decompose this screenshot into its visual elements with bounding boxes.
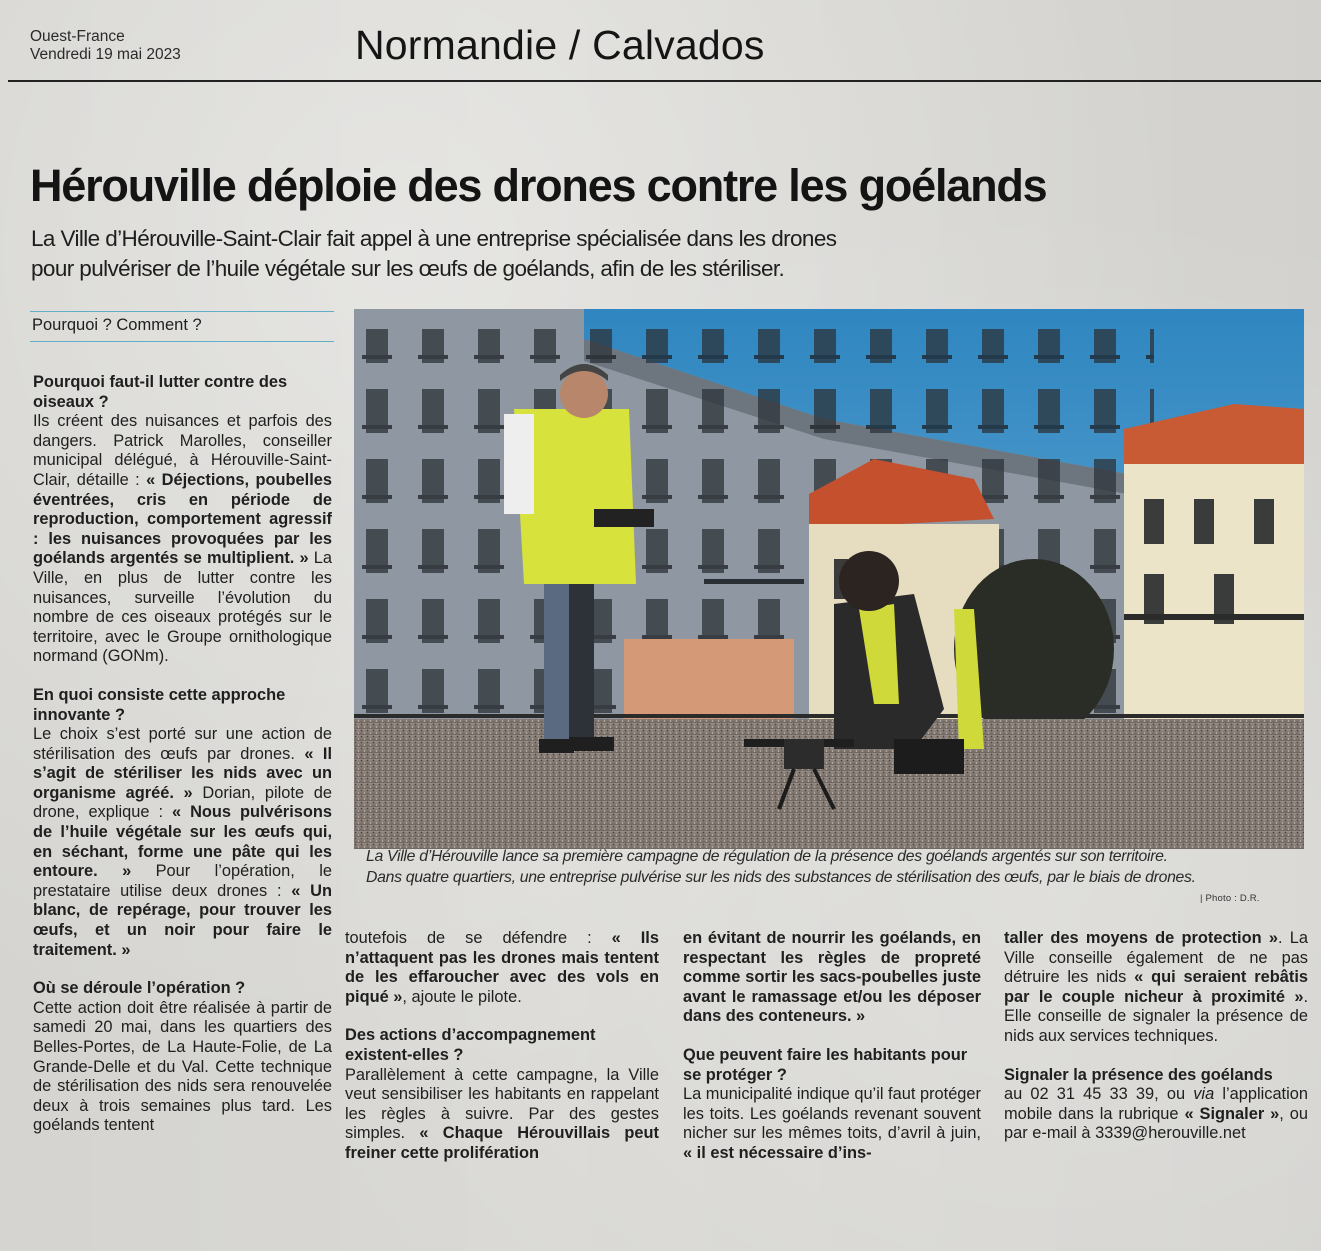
- standfirst-line-1: La Ville d’Hérouville-Saint-Clair fait appel à une entreprise spécialisée dans les drones: [31, 226, 837, 251]
- masthead-info: [30, 28, 181, 64]
- quote-text: « il est nécessaire d’ins-: [683, 1143, 872, 1162]
- contact-text: via: [1193, 1085, 1215, 1104]
- question-heading: Où se déroule l’opération ?: [33, 979, 246, 998]
- answer-paragraph: Cette action doit être réalisée à partir de samedi 20 mai, dans les quartiers des Belles-Portes, de La Haute-Folie, de La Grande-Delle et du Val. Cette technique de stérilisation des nids sera renouvelée deux à trois semaines plus tard. Les goélands tentent: [33, 998, 332, 1135]
- column-3: [683, 929, 981, 1164]
- contact-box: [1004, 1066, 1308, 1144]
- publication-date: Vendredi 19 mai 2023: [30, 46, 181, 63]
- quote-text: « Nous pulvérisons de l’huile végétale sur les œufs qui, en séchant, forme une pâte qui les entoure. »: [33, 803, 333, 881]
- answer-text: . Elle conseille de signaler la présence de nids aux services techniques.: [1004, 987, 1308, 1045]
- drone-operators-photo: [354, 309, 1304, 849]
- question-heading: Que peuvent faire les habitants pour se protéger ?: [683, 1045, 968, 1084]
- question-heading: Des actions d’accompagnement existent-elles ?: [345, 1026, 596, 1064]
- contact-heading: Signaler la présence des goélands: [1004, 1065, 1273, 1084]
- answer-paragraph: [683, 1085, 981, 1163]
- standfirst-line-2: pour pulvériser de l’huile végétale sur les œufs de goélands, afin de les stériliser.: [31, 256, 785, 281]
- publication-name: Ouest-France: [30, 28, 125, 45]
- contact-text: au 02 31 45 33 39, ou: [1004, 1085, 1194, 1104]
- answer-text: Parallèlement à cette campagne, la Ville veut sensibiliser les habitants en rappelant les règles à suivre. Par des gestes simples.: [345, 1065, 659, 1143]
- answer-paragraph: [33, 412, 332, 667]
- answer-paragraph: [345, 1066, 659, 1164]
- article-standfirst: [31, 224, 1031, 284]
- column-1: [33, 373, 332, 1136]
- caption-line-2: Dans quatre quartiers, une entreprise pulvérise sur les nids des substances de stérilisation des œufs, par le biais de drones.: [366, 869, 1196, 886]
- photo-credit: | Photo : D.R.: [1200, 893, 1260, 904]
- contact-text: l’application mobile dans la rubrique: [1004, 1085, 1308, 1123]
- section-title: Normandie / Calvados: [355, 22, 765, 68]
- answer-text: Ils créent des nuisances et parfois des dangers. Patrick Marolles, conseiller municipal délégué, à Hérouville-Saint-Clair, détaille :: [33, 412, 332, 489]
- article-headline: Hérouville déploie des drones contre les goélands: [30, 160, 1047, 211]
- answer-text: Dorian, pilote de drone, explique :: [33, 783, 333, 822]
- question-heading: Pourquoi faut-il lutter contre des oiseaux ?: [33, 373, 288, 411]
- answer-paragraph: [683, 929, 981, 1027]
- answer-text: Le choix s’est porté sur une action de stérilisation des œufs par drones.: [33, 725, 332, 763]
- answer-text: La Ville, en plus de lutter contre les nuisances, surveille l’évolution du nombre de ces oiseaux protégés sur le territoire, avec le Groupe ornithologique normand (GONm).: [33, 549, 332, 666]
- kicker-label: Pourquoi ? Comment ?: [30, 311, 334, 342]
- salmon-wall: [624, 639, 794, 724]
- quote-text: en évitant de nourrir les goélands, en respectant les règles de propreté comme sortir les sacs-poubelles juste avant le ramassage et/ou les déposer dans des conteneurs. »: [683, 929, 981, 1026]
- photo-caption: [366, 846, 1316, 888]
- quote-text: « Un blanc, de repérage, pour trouver les œufs, et un noir pour faire le traitement. »: [33, 881, 332, 959]
- column-4: [1004, 929, 1308, 1144]
- quote-text: « Ils n’attaquent pas les drones mais tentent de les effaroucher avec des vols en piqué »: [345, 929, 659, 1006]
- quote-text: « Déjections, poubelles éventrées, cris en période de reproduction, comportement agressif : les nuisances provoquées par les goélands argentés se multiplient. »: [33, 470, 333, 568]
- answer-paragraph: [1004, 929, 1308, 1047]
- question-heading: En quoi consiste cette approche innovante ?: [33, 685, 286, 724]
- remote-controller-icon: [594, 509, 654, 527]
- answer-paragraph: [345, 929, 659, 1007]
- column-2: [345, 929, 659, 1164]
- quote-text: taller des moyens de protection »: [1004, 929, 1278, 947]
- quote-text: « Il s’agit de stériliser les nids avec un organisme agréé. »: [33, 744, 332, 802]
- gravel-ground: [354, 719, 1304, 849]
- contact-text: « Signaler »: [1184, 1104, 1280, 1123]
- answer-text: . La Ville conseille également de ne pas détruire les nids: [1004, 929, 1308, 987]
- masthead-rule: [8, 80, 1321, 82]
- quote-text: « qui seraient rebâtis par le couple nicheur à proximité »: [1004, 968, 1308, 1006]
- caption-line-1: La Ville d’Hérouville lance sa première campagne de régulation de la présence des goélands argentés sur son territoire.: [366, 848, 1168, 865]
- answer-text: La municipalité indique qu’il faut protéger les toits. Les goélands revenant souvent nicher sur les mêmes toits, d’avril à juin,: [683, 1085, 981, 1143]
- answer-text: , ajoute le pilote.: [402, 987, 522, 1006]
- article-photo: [354, 309, 1304, 849]
- answer-text: toutefois de se défendre :: [345, 929, 612, 947]
- answer-text: Pour l’opération, le prestataire utilise deux drones :: [33, 862, 332, 900]
- quote-text: « Chaque Hérouvillais peut freiner cette prolifération: [345, 1124, 659, 1162]
- answer-paragraph: [33, 725, 332, 960]
- contact-email: , ou par e-mail à 3339@herouville.net: [1004, 1104, 1309, 1143]
